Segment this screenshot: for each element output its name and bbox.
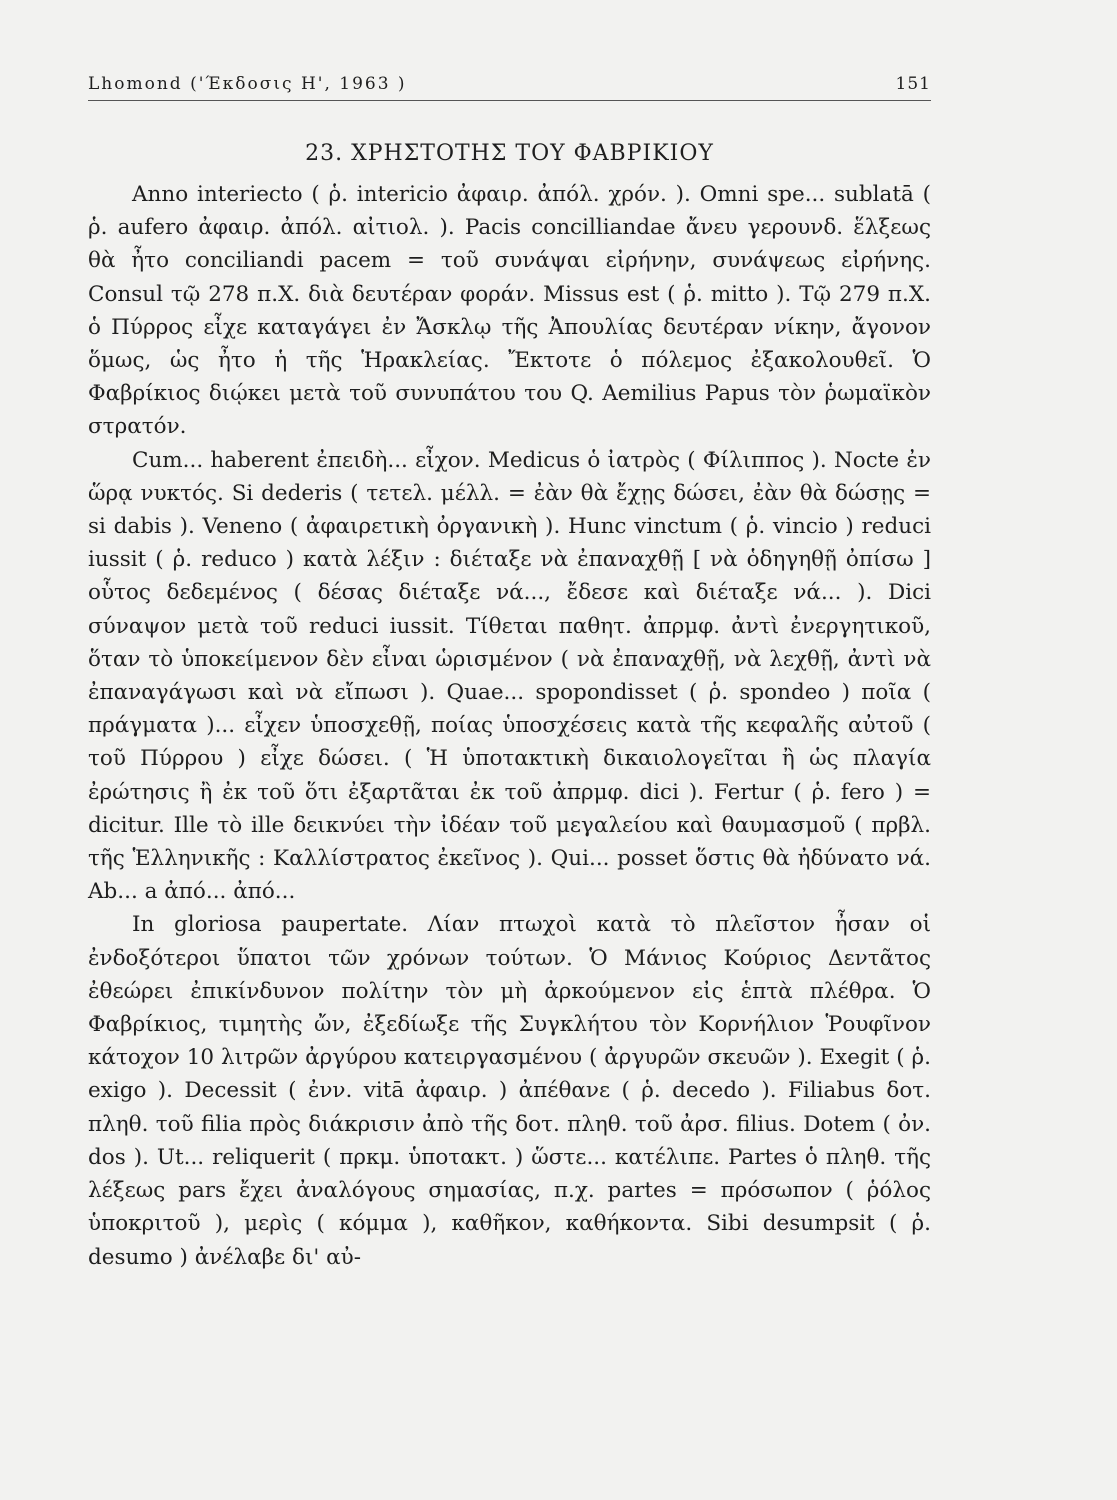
- page-number: 151: [895, 74, 931, 94]
- body-text: [88, 178, 931, 1274]
- section-title: 23. ΧΡΗΣΤΟΤΗΣ ΤΟΥ ΦΑΒΡΙΚΙΟΥ: [305, 141, 714, 166]
- page: [88, 74, 931, 1274]
- paragraph-2: Cum... haberent ἐπειδὴ... εἶχον. Medicus ὁ ἰατρὸς ( Φίλιππος ). Nocte ἐν ὥρᾳ νυκτός. Si dederis ( τετελ. μέλλ. = ἐὰν θὰ ἔχῃς δώσει, ἐὰν θὰ δώσῃς = si dabis ). Veneno ( ἀφαιρετικὴ ὀργανικὴ ). Hunc vinctum ( ῥ. vincio ) reduci iussit ( ῥ. reduco ) κατὰ λέξιν : διέταξε νὰ ἐπαναχθῇ [ νὰ ὁδηγηθῇ ὀπίσω ] οὗτος δεδεμένος ( δέσας διέταξε νά..., ἔδεσε καὶ διέταξε νά... ). Dici σύναψον μετὰ τοῦ reduci iussit. Τίθεται παθητ. ἀπρμφ. ἀντὶ ἐνεργητικοῦ, ὅταν τὸ ὑποκείμενον δὲν εἶναι ὡρισμένον ( νὰ ἐπαναχθῇ, νὰ λεχθῇ, ἀντὶ νὰ ἐπαναγάγωσι καὶ νὰ εἴπωσι ). Quae... spopondisset ( ῥ. spondeo ) ποῖα ( πράγματα )... εἶχεν ὑποσχεθῇ, ποίας ὑποσχέσεις κατὰ τῆς κεφαλῆς αὐτοῦ ( τοῦ Πύρρου ) εἶχε δώσει. ( Ἡ ὑποτακτικὴ δικαιολογεῖται ἢ ὡς πλαγία ἐρώτησις ἢ ἐκ τοῦ ὅτι ἐξαρτᾶται ἐκ τοῦ ἀπρμφ. dici ). Fertur ( ῥ. fero ) = dicitur. Ille τὸ ille δεικνύει τὴν ἰδέαν τοῦ μεγαλείου καὶ θαυμασμοῦ ( πρβλ. τῆς Ἑλληνικῆς : Καλλίστρατος ἐκεῖνος ). Qui... posset ὅστις θὰ ἠδύνατο νά. Ab... a ἀπό... ἀπό...: [88, 447, 931, 905]
- running-title: Lhomond ('Έκδοσις Η', 1963 ): [88, 74, 407, 94]
- paragraph-1: Anno interiecto ( ῥ. intericio ἀφαιρ. ἀπόλ. χρόν. ). Omni spe... sublatā ( ῥ. aufero ἀφαιρ. ἀπόλ. αἰτιολ. ). Pacis concilliandae ἄνευ γερουνδ. ἕλξεως θὰ ἦτο conciliandi pacem = τοῦ συνάψαι εἰρήνην, συνάψεως εἰρήνης. Consul τῷ 278 π.Χ. διὰ δευτέραν φοράν. Missus est ( ῥ. mitto ). Τῷ 279 π.Χ. ὁ Πύρρος εἶχε καταγάγει ἐν Ἄσκλῳ τῆς Ἀπουλίας δευτέραν νίκην, ἄγονον ὅμως, ὡς ἦτο ἡ τῆς Ἡρακλείας. Ἔκτοτε ὁ πόλεμος ἐξακολουθεῖ. Ὁ Φαβρίκιος διῴκει μετὰ τοῦ συνυπάτου του Q. Aemilius Papus τὸν ῥωμαϊκὸν στρατόν.: [88, 182, 931, 440]
- paragraph-3: In gloriosa paupertate. Λίαν πτωχοὶ κατὰ τὸ πλεῖστον ἦσαν οἱ ἐνδοξότεροι ὕπατοι τῶν χρόνων τούτων. Ὁ Μάνιος Κούριος Δεντᾶτος ἐθεώρει ἐπικίνδυνον πολίτην τὸν μὴ ἀρκούμενον εἰς ἑπτὰ πλέθρα. Ὁ Φαβρίκιος, τιμητὴς ὤν, ἐξεδίωξε τῆς Συγκλήτου τὸν Κορνήλιον Ῥουφῖνον κάτοχον 10 λιτρῶν ἀργύρου κατειργασμένου ( ἀργυρῶν σκευῶν ). Exegit ( ῥ. exigo ). Decessit ( ἐνν. vitā ἀφαιρ. ) ἀπέθανε ( ῥ. decedo ). Filiabus δοτ. πληθ. τοῦ filia πρὸς διάκρισιν ἀπὸ τῆς δοτ. πληθ. τοῦ ἀρσ. filius. Dotem ( ὀν. dos ). Ut... reliquerit ( πρκμ. ὑποτακτ. ) ὥστε... κατέλιπε. Partes ὁ πληθ. τῆς λέξεως pars ἔχει ἀναλόγους σημασίας, π.χ. partes = πρόσωπον ( ῥόλος ὑποκριτοῦ ), μερὶς ( κόμμα ), καθῆκον, καθήκοντα. Sibi desumpsit ( ῥ. desumo ) ἀνέλαβε δι' αὐ-: [88, 912, 931, 1270]
- running-header: [88, 74, 931, 101]
